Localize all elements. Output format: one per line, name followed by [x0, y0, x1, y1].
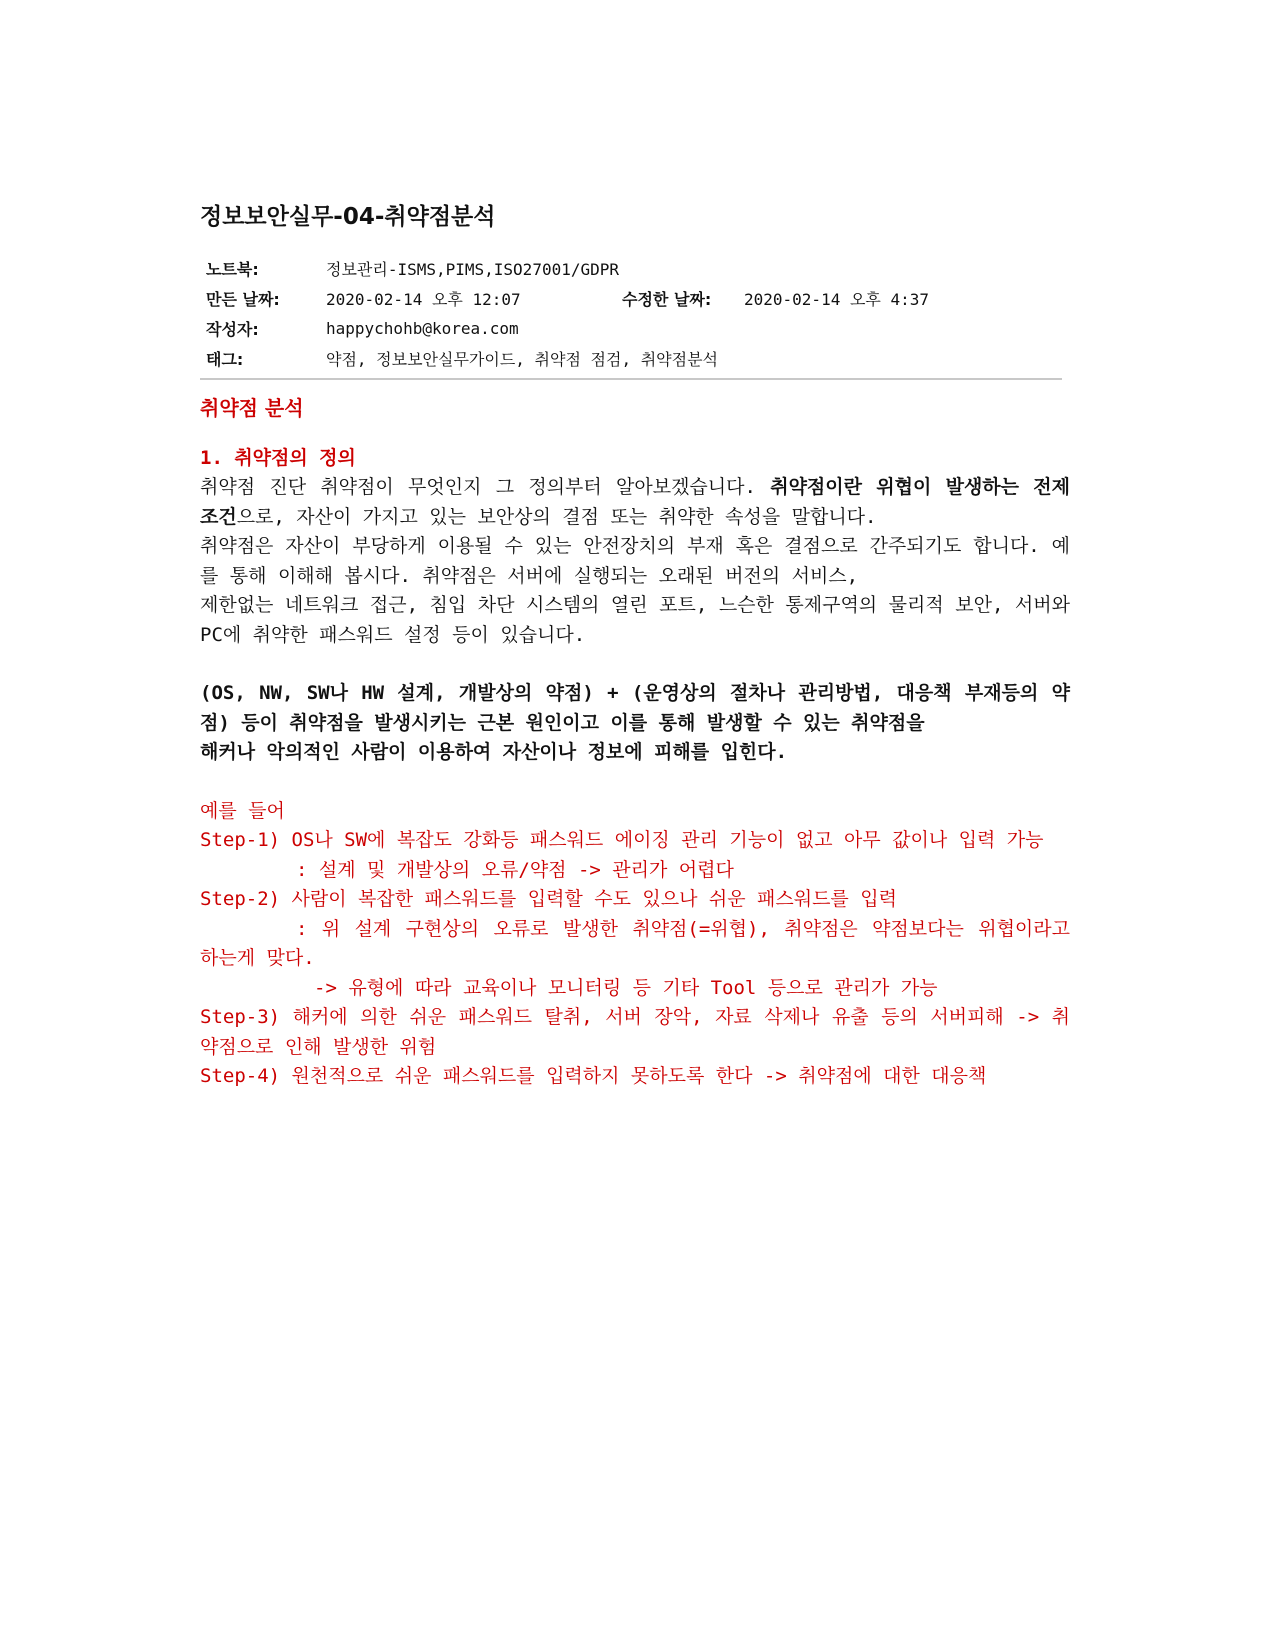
- example-title: 예를 들어: [200, 799, 285, 822]
- modified-value: 2020-02-14 오후 4:37: [744, 289, 930, 309]
- step4: Step-4) 원천적으로 쉬운 패스워드를 입력하지 못하도록 한다 -> 취약점에 대한 대응책: [200, 1065, 987, 1087]
- notebook-label: 노트북:: [206, 259, 259, 279]
- section-heading: 취약점 분석: [200, 396, 304, 420]
- example-block: [200, 797, 1070, 1092]
- step2-note-text: : 위 설계 구현상의 오류로 발생한 취약점(=위협), 취약점은 약점보다는 위협이라고 하는게 맞다.: [200, 917, 1070, 969]
- tags-value: 약점, 정보보안실무가이드, 취약점 점검, 취약점분석: [326, 349, 719, 369]
- meta-row-notebook: [200, 253, 1060, 283]
- definition-text-b: 으로, 자산이 가지고 있는 보안상의 결점 또는 취약한 속성을 말합니다.: [236, 505, 877, 528]
- modified-label: 수정한 날짜:: [622, 289, 712, 309]
- cause-paragraph-1: (OS, NW, SW나 HW 설계, 개발상의 약점) + (운영상의 절차나 관리방법, 대응책 부재등의 약점) 등이 취약점을 발생시키는 근본 원인이고 이를 통해 발생할 수 있는 취약점을: [200, 682, 1070, 734]
- step3: Step-3) 해커에 의한 쉬운 패스워드 탈취, 서버 장악, 자료 삭제나 유출 등의 서버피해 -> 취약점으로 인해 발생한 위험: [200, 1006, 1070, 1058]
- created-label: 만든 날짜:: [206, 289, 280, 309]
- step2-note: [200, 915, 1070, 974]
- step1-note: : 설계 및 개발상의 오류/약점 -> 관리가 어렵다: [296, 858, 734, 881]
- cause-paragraph-2: 해커나 악의적인 사람이 이용하여 자산이나 정보에 피해를 입힌다.: [200, 741, 788, 763]
- step2: Step-2) 사람이 복잡한 패스워드를 입력할 수도 있으나 쉬운 패스워드를 입력: [200, 888, 897, 910]
- definition-paragraph: [200, 473, 1070, 532]
- step1: Step-1) OS나 SW에 복잡도 강화등 패스워드 에이징 관리 기능이 없고 아무 값이나 입력 가능: [200, 829, 1044, 851]
- notebook-value: 정보관리-ISMS,PIMS,ISO27001/GDPR: [326, 259, 620, 279]
- tags-label: 태그:: [206, 349, 244, 369]
- note-meta-table: [200, 253, 1060, 373]
- meta-row-tags: [200, 343, 1060, 373]
- examples-paragraph-2: 제한없는 네트워크 접근, 침입 차단 시스템의 열린 포트, 느슨한 통제구역의 물리적 보안, 서버와 PC에 취약한 패스워드 설정 등이 있습니다.: [200, 594, 1070, 646]
- author-value: happychohb@korea.com: [326, 318, 519, 338]
- note-title: 정보보안실무-04-취약점분석: [200, 204, 496, 230]
- step2-note2: -> 유형에 따라 교육이나 모니터링 등 기타 Tool 등으로 관리가 가능: [314, 976, 938, 999]
- meta-row-dates: [200, 283, 1060, 313]
- author-label: 작성자:: [206, 319, 259, 339]
- definition-text-a: 취약점 진단 취약점이 무엇인지 그 정의부터 알아보겠습니다.: [200, 476, 771, 498]
- examples-paragraph-1: 취약점은 자산이 부당하게 이용될 수 있는 안전장치의 부재 혹은 결점으로 간주되기도 합니다. 예를 통해 이해해 봅시다. 취약점은 서버에 실행되는 오래된 버전의 서비스,: [200, 535, 1070, 587]
- meta-divider: [200, 378, 1062, 380]
- section1-title: 1. 취약점의 정의: [200, 447, 356, 469]
- definition-bold: 취약점이란 위협이 발생하는 전제 조건: [200, 476, 1070, 528]
- created-value: 2020-02-14 오후 12:07: [326, 289, 521, 309]
- note-page: [200, 198, 1070, 1092]
- meta-row-author: [200, 313, 1060, 343]
